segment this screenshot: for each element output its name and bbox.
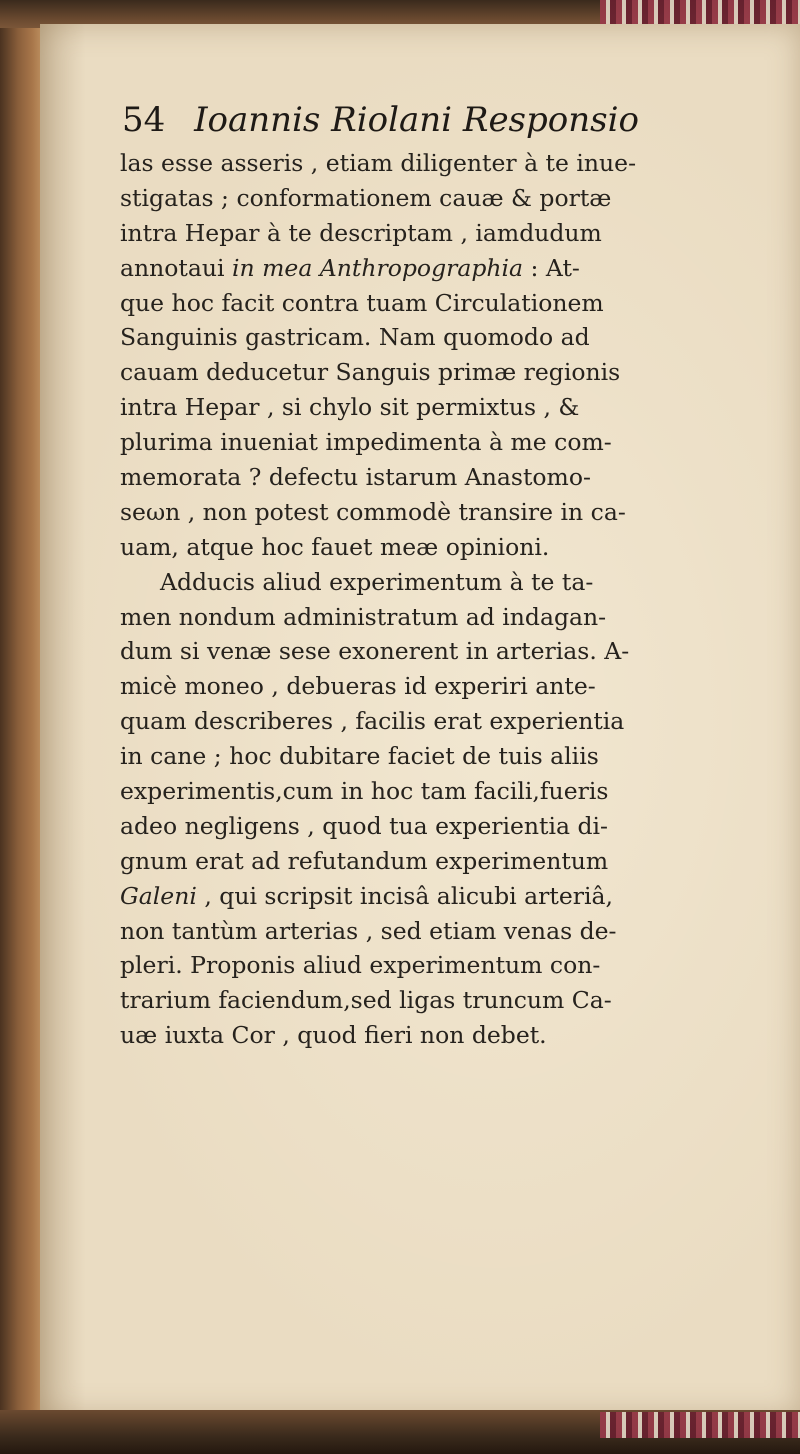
page-header	[122, 100, 742, 146]
text-line: intra Hepar , si chylo sit permixtus , &	[120, 393, 580, 422]
headband-bottom	[600, 1412, 800, 1438]
italic-text-run: Galeni	[120, 881, 197, 910]
text-line: plurima inueniat impedimenta à me com-	[120, 428, 612, 457]
text-line: uæ iuxta Cor , quod fieri non debet.	[120, 1021, 547, 1050]
text-run: : At-	[523, 253, 580, 282]
text-line: stigatas ; conformationem cauæ & portæ	[120, 183, 612, 212]
text-line: experimentis,cum in hoc tam facili,fueris	[120, 777, 609, 806]
text-line: non tantùm arterias , sed etiam venas de-	[120, 916, 617, 945]
text-line: seωn , non potest commodè transire in ca-	[120, 497, 626, 526]
text-line: pleri. Proponis aliud experimentum con-	[120, 951, 601, 980]
headband-top	[600, 0, 800, 26]
text-line: Adducis aliud experimentum à te ta-	[160, 567, 594, 596]
text-run: , qui scripsit incisâ alicubi arteriâ,	[196, 881, 613, 910]
text-line: adeo negligens , quod tua experientia di-	[120, 811, 608, 840]
text-line: que hoc facit contra tuam Circulationem	[120, 288, 604, 317]
page-number: 54	[122, 100, 166, 140]
text-line: micè moneo , debueras id experiri ante-	[120, 672, 596, 701]
text-line: memorata ? defectu istarum Anastomo-	[120, 463, 591, 492]
text-line: Sanguinis gastricam. Nam quomodo ad	[120, 323, 590, 352]
running-title: Ioannis Riolani Responsio	[194, 100, 639, 140]
text-line: intra Hepar à te descriptam , iamdudum	[120, 218, 602, 247]
text-run: annotaui	[120, 253, 233, 282]
text-line: las esse asseris , etiam diligenter à te inue-	[120, 149, 637, 177]
body-text	[120, 146, 760, 1053]
text-line: cauam deducetur Sanguis primæ regionis	[120, 358, 621, 387]
text-line: in cane ; hoc dubitare faciet de tuis aliis	[120, 742, 599, 771]
text-line	[120, 251, 760, 286]
text-line: quam describeres , facilis erat experientia	[120, 707, 625, 736]
text-line: men nondum administratum ad indagan-	[120, 602, 607, 631]
text-line	[120, 879, 760, 914]
text-line: trarium faciendum,sed ligas truncum Ca-	[120, 986, 612, 1015]
text-line: dum si venæ sese exonerent in arterias. A-	[120, 637, 630, 666]
italic-text-run: in mea Anthropographia	[232, 253, 524, 282]
text-line: gnum erat ad refutandum experimentum	[120, 846, 609, 875]
text-line: uam, atque hoc fauet meæ opinioni.	[120, 532, 550, 561]
